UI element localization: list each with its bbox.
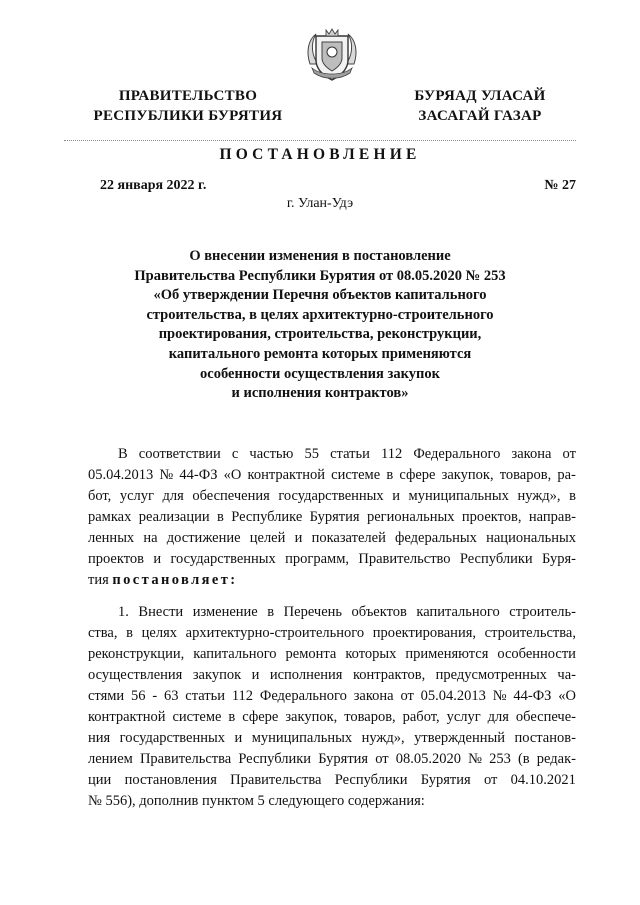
word: Внести [138, 604, 184, 620]
paragraph-line [88, 623, 576, 644]
word: капитального [416, 604, 500, 620]
word: Республики [334, 772, 408, 788]
word: нужд», [517, 488, 561, 504]
word: стями [88, 688, 125, 704]
paragraph-line [88, 707, 576, 728]
title-line: проектирования, строительства, реконструкции, [158, 326, 482, 343]
header-divider [64, 140, 576, 141]
word: соответствии [138, 446, 221, 462]
word: Республики [459, 551, 533, 567]
word: контрактной [88, 709, 166, 725]
word: от [400, 688, 414, 704]
paragraph-line [88, 686, 576, 707]
word: статьи [330, 446, 370, 462]
word: и [234, 730, 243, 746]
word: 04.10.2021 [510, 772, 576, 788]
word: Республике [231, 509, 303, 525]
word: ра- [557, 467, 576, 483]
word: целей [249, 530, 286, 546]
resolves-keyword: постановляет: [112, 572, 238, 588]
word: для [162, 488, 184, 504]
word: 05.04.2013 [420, 688, 486, 704]
word: федеральных [395, 530, 477, 546]
document-title [120, 247, 520, 404]
word: от [375, 751, 389, 767]
title-line: особенности осуществления закупок [200, 365, 440, 382]
word: от [483, 772, 498, 788]
word: на [143, 530, 158, 546]
header-right-line-1: БУРЯАД УЛАСАЙ [414, 88, 546, 104]
header-left-line-2: РЕСПУБЛИКИ БУРЯТИЯ [93, 108, 283, 124]
word: муниципальных [251, 730, 353, 746]
word: бот, [88, 488, 112, 504]
document-number: № 27 [544, 178, 576, 193]
paragraph-line [88, 644, 576, 665]
word: контрактов, [352, 667, 426, 683]
word: особенности [497, 646, 576, 662]
paragraph-line: № 556), дополнив пунктом 5 следующего содержания: [88, 793, 425, 809]
coat-of-arms-icon [300, 26, 364, 84]
title-line: капитального ремонта которых применяются [168, 345, 472, 362]
word: Бурятия [318, 751, 369, 767]
word: утвержденный [414, 730, 506, 746]
word: национальных [486, 530, 576, 546]
word: достижение [166, 530, 241, 546]
word: услуг [119, 488, 154, 504]
word: сфере [242, 709, 279, 725]
word: и [251, 667, 260, 683]
word: в [217, 509, 224, 525]
word: в [228, 709, 236, 725]
word: Федерального [259, 688, 347, 704]
word: Федерального [413, 446, 501, 462]
word: № [468, 751, 482, 767]
word: ремонта [285, 646, 337, 662]
title-line: и исполнения контрактов» [231, 385, 409, 402]
paragraph-line [88, 728, 576, 749]
government-name-russian [88, 86, 288, 126]
word: закупок, [285, 709, 338, 725]
word: контрактной [247, 467, 325, 483]
word: лением [88, 751, 133, 767]
word: исполнения [269, 667, 343, 683]
word: «О [558, 688, 576, 704]
word: ции [88, 772, 112, 788]
word: и [153, 551, 162, 567]
word: показателей [311, 530, 386, 546]
word: Правительство [358, 551, 451, 567]
word: целях [141, 625, 177, 641]
word: закупок, [441, 467, 494, 483]
word: 253 [489, 751, 511, 767]
word: реконструкции, [88, 646, 185, 662]
word: ча- [557, 667, 576, 683]
word: Перечень [283, 604, 343, 620]
paragraph-last-line [88, 570, 576, 591]
word: В [118, 446, 128, 462]
word: - [152, 688, 158, 704]
word: предусмотренных [435, 667, 547, 683]
word: рамках [88, 509, 132, 525]
word: проектов [88, 551, 144, 567]
word: 05.04.2013 [88, 467, 154, 483]
word: Правительства [139, 751, 232, 767]
word: от [562, 446, 576, 462]
paragraph-line [88, 528, 576, 549]
word: применяются [405, 646, 489, 662]
word: сфере [399, 467, 436, 483]
word: проектов, [461, 509, 522, 525]
word: в [386, 467, 394, 483]
word: для [487, 709, 509, 725]
word: направ- [528, 509, 576, 525]
title-line: О внесении изменения в постановление [189, 248, 451, 264]
word: с [231, 446, 239, 462]
word: обеспече- [515, 709, 576, 725]
paragraph-line [88, 507, 576, 528]
word: ленных [88, 530, 135, 546]
word: региональных [366, 509, 455, 525]
word: изменение [192, 604, 258, 620]
word: капитального [193, 646, 277, 662]
paragraph-line [88, 602, 576, 623]
preamble-paragraph [88, 444, 576, 591]
word: ства, [88, 625, 118, 641]
word: Буря- [542, 551, 576, 567]
word: 56 [131, 688, 146, 704]
paragraph-line [88, 770, 576, 791]
word: Республики [238, 751, 312, 767]
word: (в [517, 751, 530, 767]
word: товаров, [499, 467, 552, 483]
word: закона [353, 688, 394, 704]
title-line: «Об утверждении Перечня объектов капитального [153, 287, 487, 304]
word: государственных [278, 488, 384, 504]
word: работ, [402, 709, 440, 725]
word: программ, [285, 551, 350, 567]
document-date: 22 января 2022 г. [100, 178, 207, 193]
paragraph-line [88, 486, 576, 507]
word: Бурятия [309, 509, 360, 525]
word: постановления [124, 772, 217, 788]
word: закона [511, 446, 552, 462]
word: в [126, 625, 133, 641]
word: государственных [119, 730, 225, 746]
item-1-paragraph [88, 602, 576, 812]
word: 44-ФЗ [179, 467, 218, 483]
word: 44-ФЗ [513, 688, 552, 704]
header-right-line-2: ЗАСАГАЙ ГАЗАР [418, 108, 542, 124]
resolves-prefix: тия [88, 572, 109, 588]
word: Правительства [230, 772, 322, 788]
word: обеспечения [192, 488, 270, 504]
document-type: ПОСТАНОВЛЕНИЕ [219, 146, 421, 163]
word: товаров, [344, 709, 396, 725]
word: которых [345, 646, 397, 662]
word: частью [249, 446, 294, 462]
word: системе [331, 467, 381, 483]
title-line: Правительства Республики Бурятия от 08.05.2020 № 253 [134, 267, 506, 284]
word: в [569, 488, 576, 504]
word: статьи [185, 688, 226, 704]
word: государственных [170, 551, 276, 567]
word: услуг [446, 709, 481, 725]
paragraph-line [88, 665, 576, 686]
word: нужд», [361, 730, 405, 746]
word: 08.05.2020 [395, 751, 461, 767]
word: 1. [118, 604, 129, 620]
word: ния [88, 730, 111, 746]
word: муниципальных [408, 488, 509, 504]
word: 112 [380, 446, 403, 462]
word: строитель- [509, 604, 576, 620]
word: объектов [351, 604, 407, 620]
word: № [492, 688, 507, 704]
word: 63 [163, 688, 179, 704]
word: «О [223, 467, 242, 483]
word: реализации [138, 509, 210, 525]
paragraph-line [88, 549, 576, 570]
word: в [267, 604, 275, 620]
document-city: г. Улан-Удэ [286, 196, 354, 211]
word: осуществления [88, 667, 183, 683]
word: постанов- [514, 730, 576, 746]
word: строительства, [484, 625, 576, 641]
word: Бурятия [420, 772, 471, 788]
word: 112 [231, 688, 254, 704]
header-left-line-1: ПРАВИТЕЛЬСТВО [118, 88, 258, 104]
word: № [159, 467, 174, 483]
word: проектирования, [372, 625, 476, 641]
title-line: строительства, в целях архитектурно-строительного [146, 306, 494, 323]
word: и [294, 530, 303, 546]
paragraph-line [88, 749, 576, 770]
word: системе [172, 709, 222, 725]
word: редак- [536, 751, 576, 767]
word: и [392, 488, 400, 504]
word: закупок [192, 667, 242, 683]
word: 55 [304, 446, 319, 462]
paragraph-line [88, 444, 576, 465]
paragraph-line [88, 465, 576, 486]
government-name-buryat [395, 86, 565, 126]
word: архитектурно-строительного [185, 625, 365, 641]
